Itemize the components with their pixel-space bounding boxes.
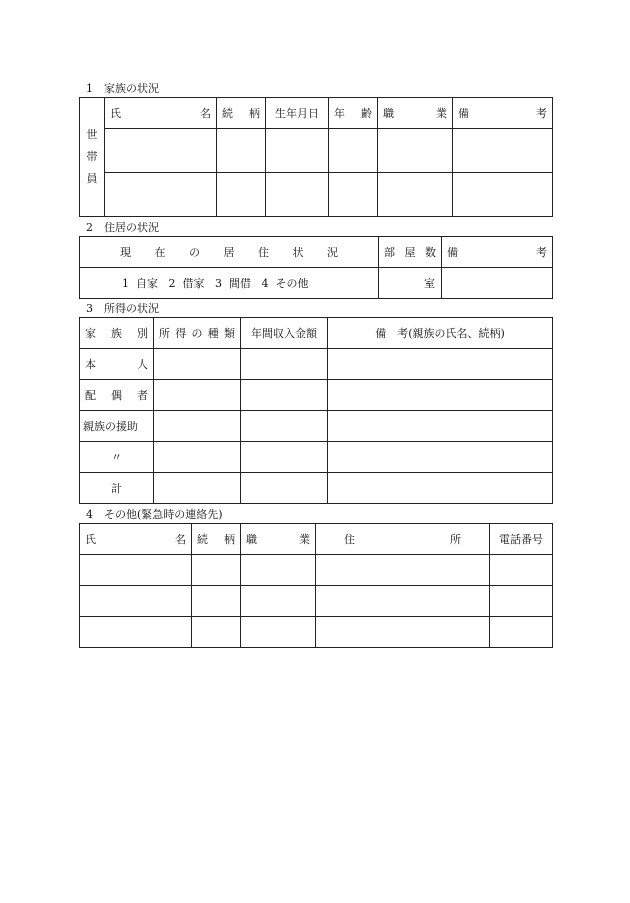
relation-cell[interactable] <box>217 173 266 217</box>
amount-cell[interactable] <box>241 411 328 442</box>
occupation-cell[interactable] <box>378 129 453 173</box>
section-4-title <box>86 508 223 522</box>
row-self-label: 本 人 <box>80 349 154 380</box>
housing-header-row <box>80 237 553 268</box>
header-remarks: 備 考(親族の氏名、続柄) <box>328 318 553 349</box>
household-members-label: 世 帯 員 <box>80 98 105 217</box>
header-current-residence: 現 在 の 居 住 状 況 <box>80 237 379 268</box>
remarks-cell[interactable] <box>442 268 553 299</box>
table-row <box>80 555 553 586</box>
section-1-number: 1 <box>86 82 93 95</box>
name-cell[interactable] <box>105 129 217 173</box>
header-remarks: 備 考 <box>442 237 553 268</box>
address-cell[interactable] <box>316 555 490 586</box>
remarks-cell[interactable] <box>328 442 553 473</box>
name-cell[interactable] <box>80 586 192 617</box>
phone-cell[interactable] <box>490 586 553 617</box>
section-2-number: 2 <box>86 221 93 234</box>
table-row <box>80 349 553 380</box>
birthdate-cell[interactable] <box>266 129 329 173</box>
header-age: 年 齢 <box>329 98 378 129</box>
address-cell[interactable] <box>316 586 490 617</box>
contact-header-row <box>80 524 553 555</box>
birthdate-cell[interactable] <box>266 173 329 217</box>
header-relation: 続 柄 <box>192 524 241 555</box>
relation-cell[interactable] <box>192 555 241 586</box>
table-row <box>80 268 553 299</box>
name-cell[interactable] <box>80 555 192 586</box>
table-row <box>80 173 553 217</box>
section-3-title <box>86 302 159 316</box>
table-row <box>80 380 553 411</box>
row-spouse-label: 配 偶 者 <box>80 380 154 411</box>
relation-cell[interactable] <box>192 617 241 648</box>
header-address: 住 所 <box>316 524 490 555</box>
amount-cell[interactable] <box>241 380 328 411</box>
contact-table <box>79 523 553 648</box>
relation-cell[interactable] <box>217 129 266 173</box>
section-3-label: 所得の状況 <box>104 302 159 315</box>
remarks-cell[interactable] <box>328 411 553 442</box>
section-2-label: 住居の状況 <box>104 221 159 234</box>
housing-table <box>79 236 553 299</box>
row-ditto-label: 〃 <box>80 442 154 473</box>
row-relatives-label: 親族の援助 <box>80 411 154 442</box>
residence-options <box>80 268 379 299</box>
header-family-type: 家 族 別 <box>80 318 154 349</box>
income-type-cell[interactable] <box>154 411 241 442</box>
header-occupation: 職 業 <box>241 524 316 555</box>
header-income-type: 所 得 の 種 類 <box>154 318 241 349</box>
income-type-cell[interactable] <box>154 380 241 411</box>
header-remarks: 備 考 <box>453 98 553 129</box>
section-4-number: 4 <box>86 508 93 521</box>
phone-cell[interactable] <box>490 555 553 586</box>
table-row <box>80 617 553 648</box>
row-total-label: 計 <box>80 473 154 504</box>
table-row <box>80 442 553 473</box>
income-type-cell[interactable] <box>154 349 241 380</box>
occupation-cell[interactable] <box>241 586 316 617</box>
name-cell[interactable] <box>80 617 192 648</box>
section-3-number: 3 <box>86 302 93 315</box>
header-name: 氏 名 <box>80 524 192 555</box>
address-cell[interactable] <box>316 617 490 648</box>
income-table <box>79 317 553 504</box>
section-4-label: その他(緊急時の連絡先) <box>104 508 223 521</box>
header-rooms: 部 屋 数 <box>379 237 442 268</box>
option-4[interactable]: 4 その他 <box>261 277 309 290</box>
header-name: 氏 名 <box>105 98 217 129</box>
section-2-title <box>86 221 159 235</box>
age-cell[interactable] <box>329 173 378 217</box>
header-annual-income: 年間収入金額 <box>241 318 328 349</box>
age-cell[interactable] <box>329 129 378 173</box>
header-occupation: 職 業 <box>378 98 453 129</box>
name-cell[interactable] <box>105 173 217 217</box>
rooms-cell[interactable] <box>379 268 442 299</box>
family-table <box>79 97 553 217</box>
table-row <box>80 473 553 504</box>
amount-cell[interactable] <box>241 473 328 504</box>
income-header-row <box>80 318 553 349</box>
option-1[interactable]: 1 自家 <box>122 277 158 290</box>
table-row <box>80 129 553 173</box>
occupation-cell[interactable] <box>241 555 316 586</box>
room-unit: 室 <box>424 277 435 290</box>
header-relation: 続 柄 <box>217 98 266 129</box>
remarks-cell[interactable] <box>328 473 553 504</box>
occupation-cell[interactable] <box>378 173 453 217</box>
relation-cell[interactable] <box>192 586 241 617</box>
remarks-cell[interactable] <box>328 349 553 380</box>
income-type-cell[interactable] <box>154 442 241 473</box>
amount-cell[interactable] <box>241 442 328 473</box>
section-1-title <box>86 82 159 96</box>
option-2[interactable]: 2 借家 <box>168 277 205 290</box>
header-phone: 電話番号 <box>490 524 553 555</box>
family-header-row <box>80 98 553 129</box>
header-birthdate: 生年月日 <box>266 98 329 129</box>
remarks-cell[interactable] <box>453 173 553 217</box>
remarks-cell[interactable] <box>453 129 553 173</box>
section-1-label: 家族の状況 <box>104 82 159 95</box>
occupation-cell[interactable] <box>241 617 316 648</box>
amount-cell[interactable] <box>241 349 328 380</box>
income-type-cell[interactable] <box>154 473 241 504</box>
remarks-cell[interactable] <box>328 380 553 411</box>
table-row <box>80 586 553 617</box>
table-row <box>80 411 553 442</box>
option-3[interactable]: 3 間借 <box>215 277 251 290</box>
phone-cell[interactable] <box>490 617 553 648</box>
